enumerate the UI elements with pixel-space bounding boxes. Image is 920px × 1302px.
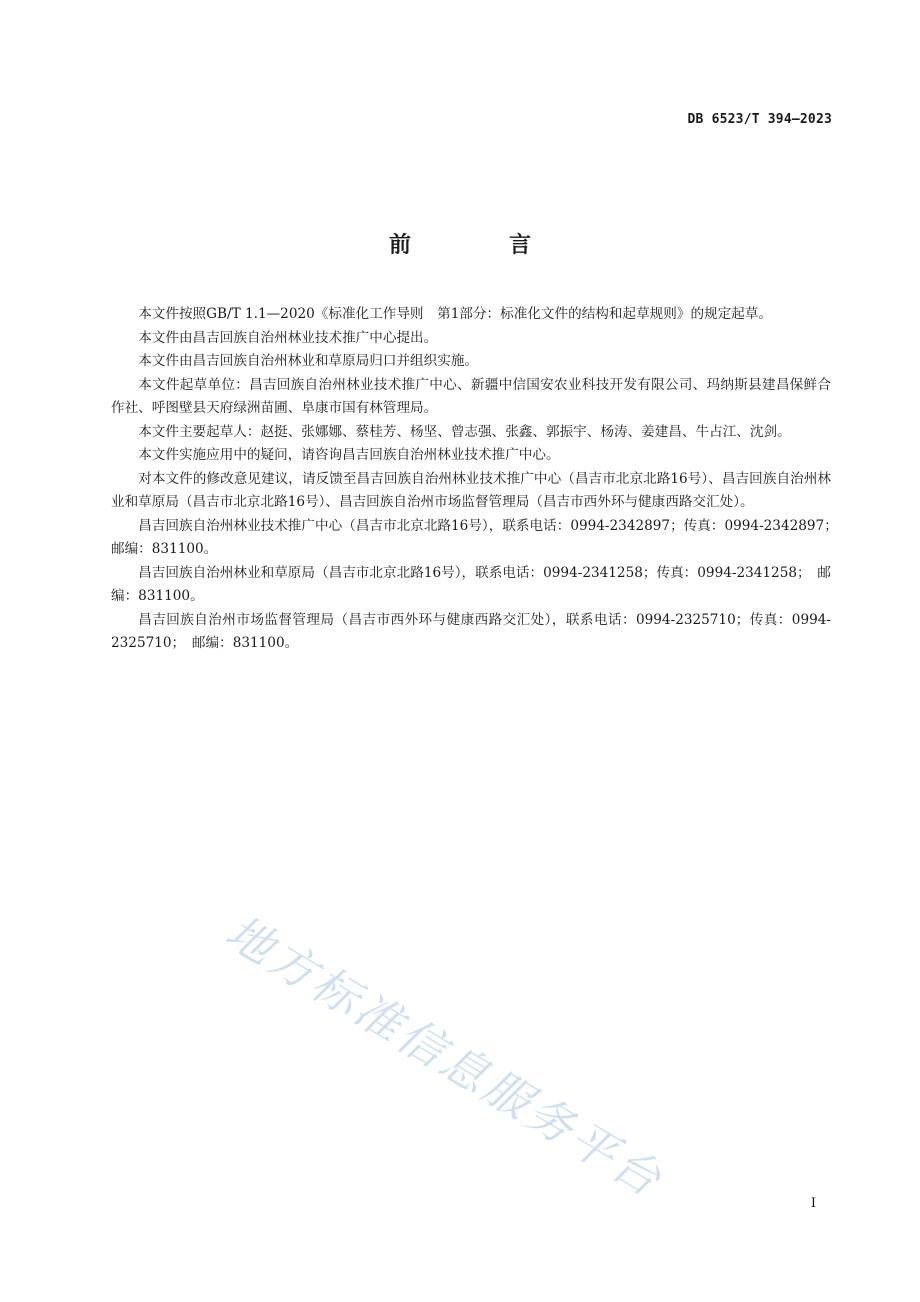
paragraph-contact-forestry-center: 昌吉回族自治州林业技术推广中心（昌吉市北京北路16号），联系电话：0994-2342897；传真：0994-2342897； 邮编：831100。 — [111, 517, 845, 557]
paragraph-feedback: 对本文件的修改意见建议，请反馈至昌吉回族自治州林业技术推广中心（昌吉市北京北路16号）、昌吉回族自治州林业和草原局（昌吉市北京北路16号）、昌吉回族自治州市场监督管理局（昌吉市西外环与健康西路交汇处）。 — [111, 470, 831, 510]
standard-code: DB 6523/T 394—2023 — [687, 112, 832, 127]
paragraph-competent-authority: 本文件由昌吉回族自治州林业和草原局归口并组织实施。 — [138, 353, 479, 369]
page-title: 前 言 — [388, 233, 569, 258]
paragraph-contact-forestry-bureau: 昌吉回族自治州林业和草原局（昌吉市北京北路16号），联系电话：0994-2341258；传真：0994-2341258； 邮编：831100。 — [111, 564, 831, 604]
paragraph-drafting-units: 本文件起草单位：昌吉回族自治州林业技术推广中心、新疆中信国安农业科技开发有限公司、玛纳斯县建昌保鲜合作社、呼图壁县天府绿洲苗圃、阜康市国有林管理局。 — [111, 376, 831, 416]
paragraph-drafters: 本文件主要起草人：赵挺、张娜娜、蔡桂芳、杨坚、曾志强、张鑫、郭振宇、杨涛、姜建昌、牛占江、沈剑。 — [138, 423, 791, 440]
watermark: 地方标准信息服务平台 — [216, 904, 673, 1209]
foreword-body — [111, 303, 845, 656]
page-number: I — [810, 1196, 816, 1211]
paragraph-drafting-basis: 本文件按照GB/T 1.1—2020《标准化工作导则 第1部分：标准化文件的结构和起草规则》的规定起草。 — [138, 306, 773, 322]
paragraph-contact-market-bureau: 昌吉回族自治州市场监督管理局（昌吉市西外环与健康西路交汇处），联系电话：0994-2325710；传真：0994-2325710； 邮编：831100。 — [111, 611, 831, 651]
paragraph-proposer: 本文件由昌吉回族自治州林业技术推广中心提出。 — [138, 329, 438, 346]
paragraph-inquiry: 本文件实施应用中的疑问，请咨询昌吉回族自治州林业技术推广中心。 — [138, 447, 560, 463]
